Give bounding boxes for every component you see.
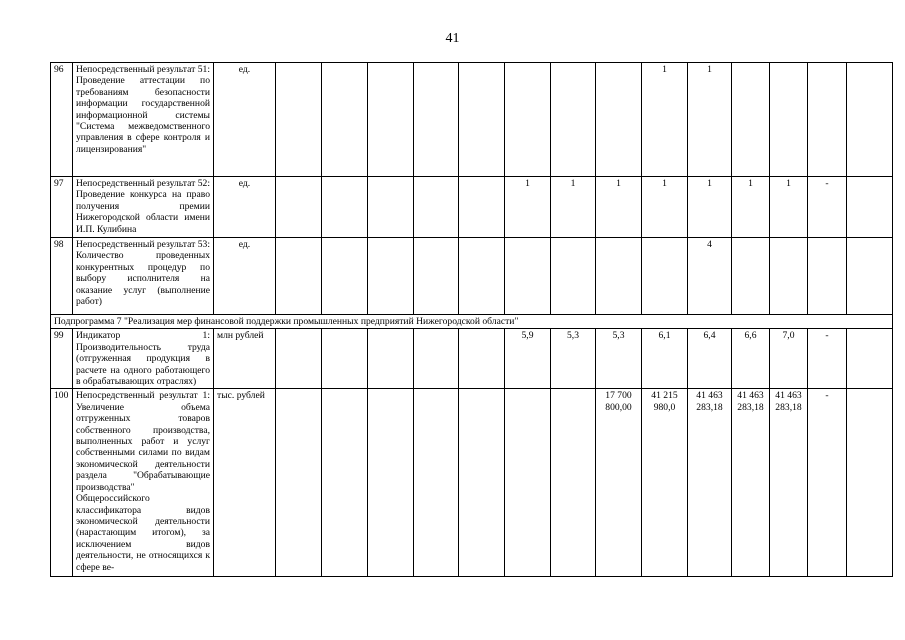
cell-empty: [276, 63, 322, 177]
row-unit: млн рублей: [214, 329, 276, 389]
cell-empty: [770, 63, 808, 177]
cell-value: 1: [596, 177, 642, 238]
cell-value: 5,3: [551, 329, 596, 389]
cell-value: 1: [688, 63, 732, 177]
cell-empty: [459, 329, 505, 389]
cell-empty: [551, 389, 596, 577]
row-description: Непосредственный результат 53: Количество проведенных конкурентных процедур по выбору исполнителя на оказание услуг (выполнение работ): [73, 238, 214, 315]
cell-empty: [276, 389, 322, 577]
cell-value: 1: [642, 177, 688, 238]
row-unit: ед.: [214, 177, 276, 238]
cell-empty: [322, 177, 368, 238]
cell-value: 6,1: [642, 329, 688, 389]
cell-empty: [847, 63, 893, 177]
table-row-96: [51, 63, 893, 177]
cell-empty: [459, 177, 505, 238]
table-row-subprogram: [51, 315, 893, 329]
cell-empty: [322, 63, 368, 177]
row-number: 99: [51, 329, 73, 389]
indicators-table: [50, 62, 893, 577]
cell-empty: [505, 389, 551, 577]
cell-value: 41 215 980,0: [642, 389, 688, 577]
cell-empty: [276, 329, 322, 389]
row-number: 97: [51, 177, 73, 238]
cell-value: 6,6: [732, 329, 770, 389]
cell-value: -: [808, 329, 847, 389]
cell-empty: [368, 63, 414, 177]
row-number: 96: [51, 63, 73, 177]
cell-empty: [596, 238, 642, 315]
cell-empty: [368, 238, 414, 315]
cell-empty: [459, 63, 505, 177]
cell-empty: [847, 329, 893, 389]
cell-value: 4: [688, 238, 732, 315]
cell-value: 7,0: [770, 329, 808, 389]
cell-empty: [732, 63, 770, 177]
table-row-100: [51, 389, 893, 577]
row-description: Непосредственный результат 1: Увеличение объема отгруженных товаров собственного производства, выполненных работ и услуг собственными силами по видам экономической деятельности раздела "Обрабатывающие производства" Общероссийского классификатора видов экономической деятельности (нарастающим итогом), за исключением видов деятельности, не относящихся к сфере ве-: [73, 389, 214, 577]
row-description: Непосредственный результат 52: Проведение конкурса на право получения премии Нижегородской области имени И.П. Кулибина: [73, 177, 214, 238]
row-number: 100: [51, 389, 73, 577]
cell-empty: [414, 238, 459, 315]
cell-value: 6,4: [688, 329, 732, 389]
cell-value: 41 463 283,18: [770, 389, 808, 577]
cell-empty: [732, 238, 770, 315]
cell-value: -: [808, 389, 847, 577]
cell-empty: [414, 329, 459, 389]
cell-empty: [322, 238, 368, 315]
cell-value: -: [808, 177, 847, 238]
cell-empty: [770, 238, 808, 315]
cell-empty: [368, 177, 414, 238]
cell-value: 5,3: [596, 329, 642, 389]
cell-empty: [505, 238, 551, 315]
cell-empty: [414, 389, 459, 577]
row-unit: ед.: [214, 238, 276, 315]
cell-empty: [322, 389, 368, 577]
cell-empty: [414, 177, 459, 238]
page-number: 41: [445, 31, 460, 46]
cell-value: 1: [505, 177, 551, 238]
table-row-97: [51, 177, 893, 238]
row-number: 98: [51, 238, 73, 315]
row-unit: тыс. рублей: [214, 389, 276, 577]
cell-value: 41 463 283,18: [732, 389, 770, 577]
cell-empty: [551, 238, 596, 315]
table-row-99: [51, 329, 893, 389]
cell-empty: [596, 63, 642, 177]
subprogram-heading: Подпрограмма 7 "Реализация мер финансовой поддержки промышленных предприятий Нижегородской области": [51, 315, 893, 329]
cell-empty: [368, 329, 414, 389]
cell-empty: [808, 63, 847, 177]
cell-empty: [505, 63, 551, 177]
row-description: Непосредственный результат 51: Проведение аттестации по требованиям безопасности информации государственной информационной системы "Система межведомственного управления в сфере контроля и лицензирования": [73, 63, 214, 177]
cell-value: 5,9: [505, 329, 551, 389]
cell-empty: [847, 238, 893, 315]
cell-empty: [847, 177, 893, 238]
table-row-98: [51, 238, 893, 315]
cell-empty: [808, 238, 847, 315]
cell-empty: [459, 389, 505, 577]
row-description: Индикатор 1: Производительность труда (отгруженная продукция в расчете на одного работающего в обрабатывающих отраслях): [73, 329, 214, 389]
cell-empty: [847, 389, 893, 577]
cell-empty: [642, 238, 688, 315]
cell-empty: [414, 63, 459, 177]
cell-empty: [459, 238, 505, 315]
cell-empty: [276, 177, 322, 238]
cell-value: 17 700 800,00: [596, 389, 642, 577]
cell-empty: [276, 238, 322, 315]
cell-value: 1: [642, 63, 688, 177]
cell-value: 1: [770, 177, 808, 238]
row-unit: ед.: [214, 63, 276, 177]
cell-empty: [322, 329, 368, 389]
cell-value: 41 463 283,18: [688, 389, 732, 577]
cell-value: 1: [688, 177, 732, 238]
cell-empty: [551, 63, 596, 177]
cell-empty: [368, 389, 414, 577]
cell-value: 1: [732, 177, 770, 238]
cell-value: 1: [551, 177, 596, 238]
